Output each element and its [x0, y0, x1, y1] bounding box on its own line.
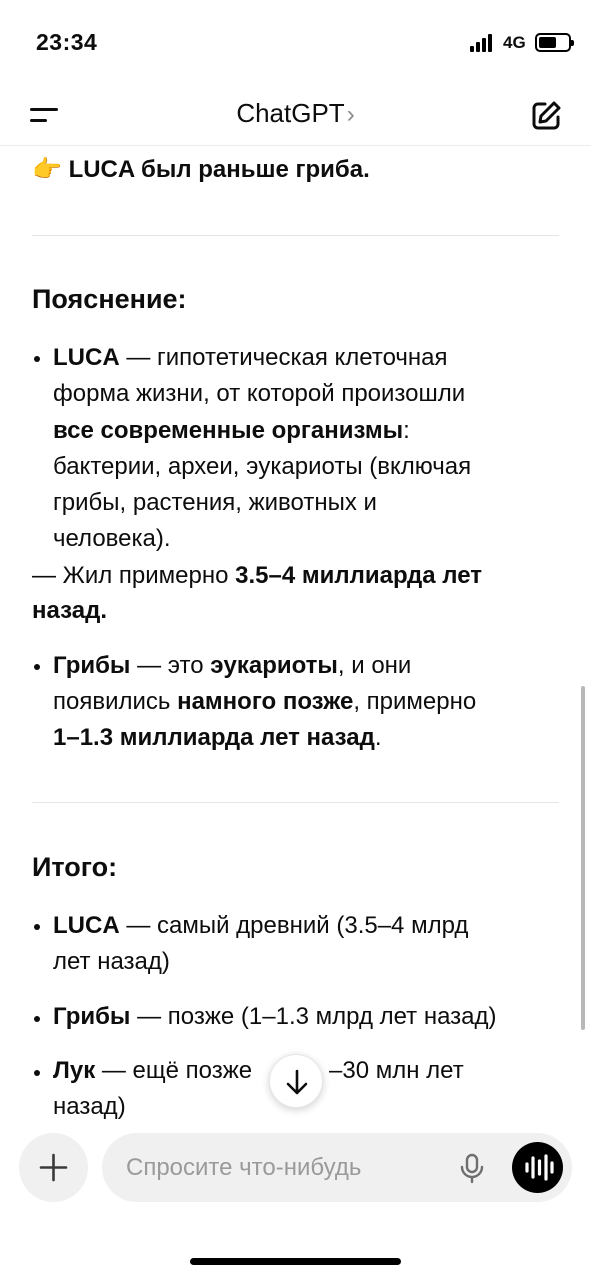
bullet-dot: [34, 1016, 40, 1022]
list-item-fungi-line3: 1–1.3 миллиарда лет назад.: [53, 724, 382, 751]
divider: [32, 802, 559, 803]
summary-item-onion: Лук — ещё позже: [53, 1057, 253, 1084]
bullet-dot: [34, 664, 40, 670]
divider: [32, 235, 559, 236]
summary-item-fungi: Грибы — позже (1–1.3 млрд лет назад): [53, 1003, 497, 1030]
voice-waveform-icon[interactable]: [512, 1142, 563, 1193]
battery-icon: [535, 33, 571, 52]
list-item-fungi-line2: появились намного позже, примерно: [53, 688, 477, 715]
list-item-luca-line2: форма жизни, от которой произошли: [53, 380, 466, 407]
status-bar: [0, 0, 591, 86]
list-item-luca-line1: LUCA — гипотетическая клеточная: [53, 344, 448, 371]
list-item-luca-line3: все современные организмы:: [53, 417, 410, 444]
status-time: 23:34: [36, 29, 98, 55]
model-selector[interactable]: [0, 98, 591, 129]
chevron-right-icon: ›: [346, 101, 355, 128]
home-indicator: [190, 1258, 401, 1265]
lived-line1: — Жил примерно 3.5–4 миллиарда лет: [32, 562, 482, 589]
new-chat-icon[interactable]: [528, 98, 564, 134]
pointing-hand-emoji: 👉: [32, 156, 62, 183]
app-title: ChatGPT: [236, 98, 345, 128]
message-composer: [102, 1133, 572, 1202]
summary-item-luca: LUCA — самый древний (3.5–4 млрд: [53, 912, 469, 939]
conclusion-line: 👉 LUCA был раньше гриба.: [32, 156, 370, 183]
list-item-luca-line5: грибы, растения, животных и: [53, 489, 377, 516]
summary-item-onion-tail: –30 млн лет: [329, 1057, 464, 1084]
heading-explanation: Пояснение:: [32, 284, 187, 314]
signal-icon: [470, 34, 496, 52]
summary-item-luca-line2: лет назад): [53, 948, 170, 975]
microphone-icon[interactable]: [454, 1150, 490, 1186]
heading-summary: Итого:: [32, 852, 118, 882]
summary-item-onion-line2: назад): [53, 1093, 126, 1120]
bullet-dot: [34, 356, 40, 362]
network-type: 4G: [503, 33, 526, 52]
chat-message: [0, 146, 591, 1130]
list-item-luca-line6: человека).: [53, 525, 171, 552]
arrow-down-icon[interactable]: [269, 1054, 323, 1108]
plus-icon[interactable]: [19, 1133, 88, 1202]
scrollbar[interactable]: [581, 686, 585, 1030]
lived-line2: назад.: [32, 597, 107, 624]
app-header: [0, 86, 591, 146]
list-item-fungi-line1: Грибы — это эукариоты, и они: [53, 652, 412, 679]
list-item-luca-line4: бактерии, археи, эукариоты (включая: [53, 453, 472, 480]
bullet-dot: [34, 924, 40, 930]
message-input[interactable]: [126, 1149, 446, 1187]
bullet-dot: [34, 1070, 40, 1076]
